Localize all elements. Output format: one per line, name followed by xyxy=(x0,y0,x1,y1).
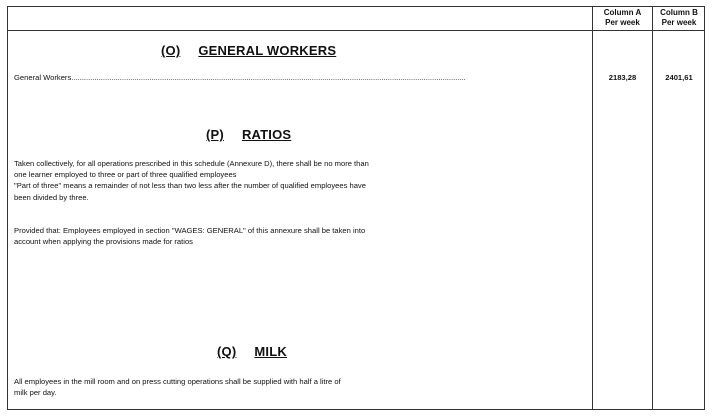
milk-line-2: milk per day. xyxy=(14,388,57,398)
header-divider xyxy=(8,30,704,31)
section-p-label: (P) xyxy=(206,127,224,142)
column-a-header xyxy=(593,8,652,28)
section-q-heading xyxy=(217,344,287,359)
section-q-label: (Q) xyxy=(217,344,237,359)
column-b-subtitle: Per week xyxy=(661,18,697,27)
milk-paragraph xyxy=(14,376,494,398)
ratios-line-3: "Part of three" means a remainder of not less than two less after the number of qualified employees have xyxy=(14,181,366,191)
section-o-label: (O) xyxy=(161,43,181,58)
general-workers-value-a: 2183,28 xyxy=(608,73,637,82)
dot-leader: ........................................................................................................................................................................................... xyxy=(71,73,466,82)
section-q-title: MILK xyxy=(254,344,287,359)
ratios-line-2: one learner employed to three or part of three qualified employees xyxy=(14,170,237,180)
ratios-proviso-paragraph xyxy=(14,225,494,247)
schedule-table xyxy=(7,6,705,410)
column-divider-a xyxy=(592,7,593,409)
column-a-subtitle: Per week xyxy=(605,18,640,27)
column-a-title: Column A xyxy=(603,8,642,17)
section-o-heading xyxy=(161,43,336,58)
section-p-title: RATIOS xyxy=(241,127,292,142)
general-workers-value-b: 2401,61 xyxy=(665,73,693,82)
ratios-line-1: Taken collectively, for all operations prescribed in this schedule (Annexure D), there shall be no more than xyxy=(14,159,369,168)
general-workers-row xyxy=(14,73,592,82)
ratios-line-4: been divided by three. xyxy=(14,192,89,202)
section-o-title: GENERAL WORKERS xyxy=(198,43,337,58)
ratios-proviso-line-1: Provided that: Employees employed in section "WAGES: GENERAL" of this annexure shall be taken into xyxy=(14,226,366,235)
general-workers-label: General Workers xyxy=(14,73,72,82)
column-b-header xyxy=(653,8,705,28)
ratios-paragraph xyxy=(14,158,494,203)
milk-line-1: All employees in the mill room and on press cutting operations shall be supplied with half a litre of xyxy=(14,377,341,386)
ratios-proviso-line-2: account when applying the provisions made for ratios xyxy=(14,237,193,247)
section-p-heading xyxy=(206,127,291,142)
column-divider-b xyxy=(652,7,653,409)
column-b-title: Column B xyxy=(660,8,698,17)
